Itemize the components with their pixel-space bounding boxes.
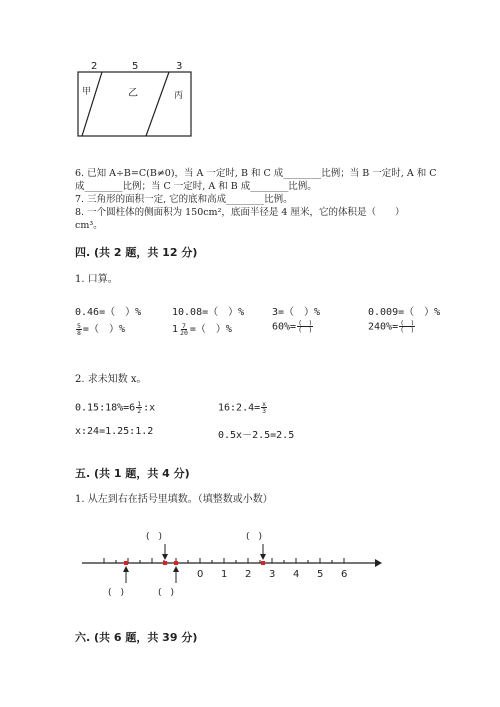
section-5-title: 五. (共 1 题，共 4 分) bbox=[75, 467, 190, 480]
mental-calc-item: $\frac{5}{8}$ =（ ）% bbox=[77, 321, 125, 337]
figure-region-label: 丙 bbox=[174, 91, 184, 101]
figure-top-label: 3 bbox=[176, 61, 183, 72]
fraction: $\frac{5}{8}$ bbox=[77, 321, 81, 337]
number-line-marker bbox=[174, 561, 178, 565]
s4q1-title: 1. 口算。 bbox=[75, 274, 118, 285]
figure-top-label: 2 bbox=[91, 61, 98, 72]
section-6-title: 六. (共 6 题，共 39 分) bbox=[75, 631, 198, 644]
question-6-line-2: 成________比例；当 C 一定时, A 和 B 成________比例。 bbox=[75, 181, 317, 192]
number-line-marker bbox=[261, 561, 265, 565]
number-line-label: 1 bbox=[221, 569, 228, 580]
equation: 0.5x－2.5=2.5 bbox=[218, 430, 295, 441]
geometry-figure bbox=[70, 58, 200, 144]
section-4-title: 四. (共 2 题，共 12 分) bbox=[75, 246, 198, 259]
figure-region-label: 乙 bbox=[128, 88, 138, 99]
mental-calc-item: 1 $\frac{7}{20}$ =（ ）% bbox=[172, 321, 232, 337]
number-line-marker bbox=[163, 561, 167, 565]
equation: x:24=1.25:1.2 bbox=[75, 426, 154, 437]
figure-region-label: 甲 bbox=[82, 87, 92, 97]
question-8-line-1: 8. 一个圆柱体的侧面积为 150cm²，底面半径是 4 厘米，它的体积是（ ） bbox=[75, 207, 405, 218]
number-line-label: 6 bbox=[341, 569, 348, 580]
number-line-marker bbox=[124, 561, 128, 565]
mental-calc-item: 0.46=（ ）% bbox=[75, 307, 142, 318]
blank-lower: ( ) bbox=[158, 588, 175, 598]
blank-upper: ( ) bbox=[246, 532, 263, 542]
mental-calc-item: 3=（ ）% bbox=[272, 307, 321, 318]
number-line-label: 4 bbox=[293, 569, 300, 580]
fraction: $\frac{( )}{( )}$ bbox=[298, 319, 313, 334]
question-6-line-1: 6. 已知 A÷B=C(B≠0)，当 A 一定时, B 和 C 成________比例；当 B 一定时, A 和 C bbox=[75, 168, 437, 179]
number-line-label: 2 bbox=[245, 569, 252, 580]
number-line-label: 0 bbox=[197, 569, 204, 580]
blank-upper: ( ) bbox=[146, 532, 163, 542]
figure-top-label: 5 bbox=[132, 61, 139, 72]
mental-calc-item: 10.08=（ ）% bbox=[172, 307, 245, 318]
blank-lower: ( ) bbox=[108, 588, 125, 598]
question-8-line-2: cm³。 bbox=[75, 220, 103, 231]
equation: 16:2.4= $\frac{x}{3}$ bbox=[218, 400, 267, 415]
mental-calc-item: 60%= $\frac{( )}{( )}$ bbox=[272, 319, 313, 334]
fraction: $\frac{1}{2}$ bbox=[137, 400, 142, 415]
number-line-label: 3 bbox=[269, 569, 276, 580]
number-line-label: 5 bbox=[317, 569, 324, 580]
fraction: $\frac{x}{3}$ bbox=[262, 400, 267, 415]
s5q1-title: 1. 从左到右在括号里填数。（填整数或小数） bbox=[75, 494, 273, 505]
mental-calc-item: 240%= $\frac{( )}{( )}$ bbox=[368, 319, 415, 334]
number-line bbox=[70, 525, 390, 605]
equation: 0.15:18%=6 $\frac{1}{2}$ :x bbox=[75, 400, 156, 415]
fraction: $\frac{( )}{( )}$ bbox=[400, 319, 415, 334]
s4q2-title: 2. 求未知数 x。 bbox=[75, 374, 147, 385]
fraction: $\frac{7}{20}$ bbox=[180, 321, 188, 337]
mental-calc-item: 0.009=（ ）% bbox=[368, 307, 441, 318]
question-7: 7. 三角形的面积一定, 它的底和高成________比例。 bbox=[75, 194, 293, 205]
